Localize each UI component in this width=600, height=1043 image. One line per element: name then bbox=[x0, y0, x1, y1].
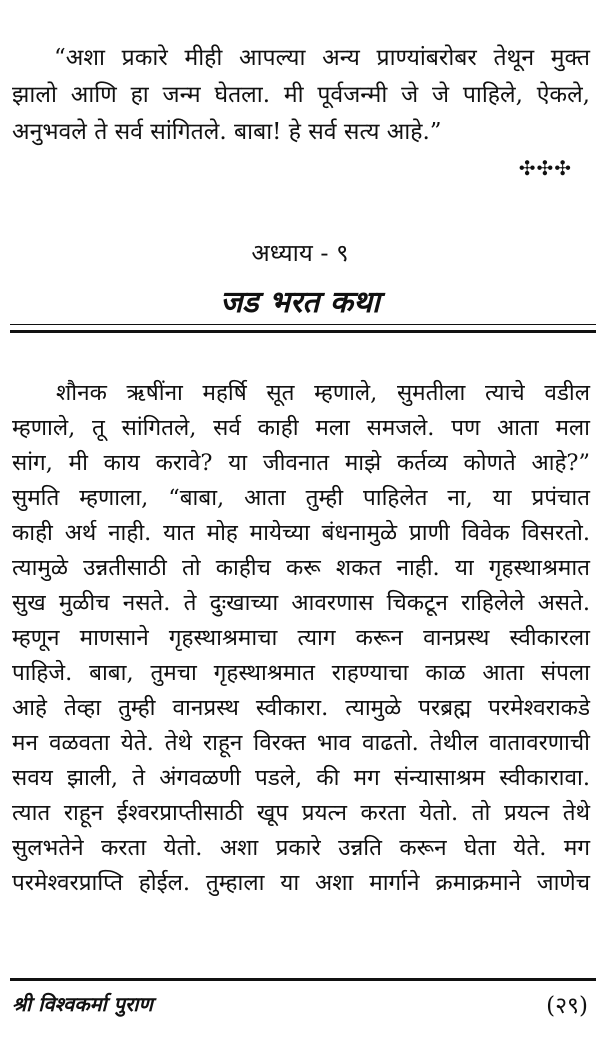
chapter-heading: अध्याय - ९ bbox=[251, 239, 349, 267]
body-line: शौनक ऋषींना महर्षि सूत म्हणाले, सुमतीला त्याचे वडील bbox=[56, 380, 590, 406]
body-line: म्हणाले, तू सांगितले, सर्व काही मला समजले. पण आता मला bbox=[12, 415, 590, 441]
page-number: (२९) bbox=[546, 993, 588, 1019]
body-line: सांग, मी काय करावे? या जीवनात माझे कर्तव्य कोणते आहे?” bbox=[12, 450, 590, 476]
body-line: सुख मुळीच नसते. ते दुःखाच्या आवरणास चिकटून राहिलेले असते. bbox=[12, 590, 590, 616]
body-line: काही अर्थ नाही. यात मोह मायेच्या बंधनामुळे प्राणी विवेक विसरतो. bbox=[12, 520, 590, 546]
divider-thin bbox=[10, 324, 596, 325]
body-line: सुलभतेने करता येतो. अशा प्रकारे उन्नति करून घेता येते. मग bbox=[12, 835, 590, 861]
body-line: मन वळवता येते. तेथे राहून विरक्त भाव वाढतो. तेथील वातावरणाची bbox=[12, 730, 590, 756]
body-line: म्हणून माणसाने गृहस्थाश्रमाचा त्याग करून वानप्रस्थ स्वीकारला bbox=[12, 625, 590, 651]
quote-line: झालो आणि हा जन्म घेतला. मी पूर्वजन्मी जे जे पाहिले, ऐकले, bbox=[12, 82, 590, 108]
body-paragraph bbox=[12, 376, 590, 901]
divider-thick bbox=[10, 330, 596, 333]
body-line: त्यात राहून ईश्वरप्राप्तीसाठी खूप प्रयत्न करता येतो. तो प्रयत्न तेथे bbox=[12, 800, 590, 826]
quote-line: अनुभवले ते सर्व सांगितले. बाबा! हे सर्व सत्य आहे.” bbox=[12, 119, 442, 145]
body-line: आहे तेव्हा तुम्ही वानप्रस्थ स्वीकारा. त्यामुळे परब्रह्म परमेश्वराकडे bbox=[12, 695, 590, 721]
section-ornament: ✣✣✣ bbox=[518, 156, 572, 180]
body-line: त्यामुळे उन्नतीसाठी तो काहीच करू शकत नाही. या गृहस्थाश्रमात bbox=[12, 555, 590, 581]
chapter-title: जड भरत कथा bbox=[220, 285, 380, 320]
body-line: पाहिजे. बाबा, तुमचा गृहस्थाश्रमात राहण्याचा काळ आता संपला bbox=[12, 660, 590, 686]
footer-book-title: श्री विश्वकर्मा पुराण bbox=[12, 992, 153, 1016]
body-line: परमेश्वरप्राप्ति होईल. तुम्हाला या अशा मार्गाने क्रमाक्रमाने जाणेच bbox=[12, 870, 590, 896]
body-line: सुमति म्हणाला, “बाबा, आता तुम्ही पाहिलेत ना, या प्रपंचात bbox=[12, 485, 590, 511]
quote-block bbox=[12, 40, 590, 151]
footer-divider bbox=[10, 978, 596, 981]
quote-line: “अशा प्रकारे मीही आपल्या अन्य प्राण्यांबरोबर तेथून मुक्त bbox=[54, 45, 590, 71]
body-line: सवय झाली, ते अंगवळणी पडले, की मग संन्यासाश्रम स्वीकारावा. bbox=[12, 765, 590, 791]
